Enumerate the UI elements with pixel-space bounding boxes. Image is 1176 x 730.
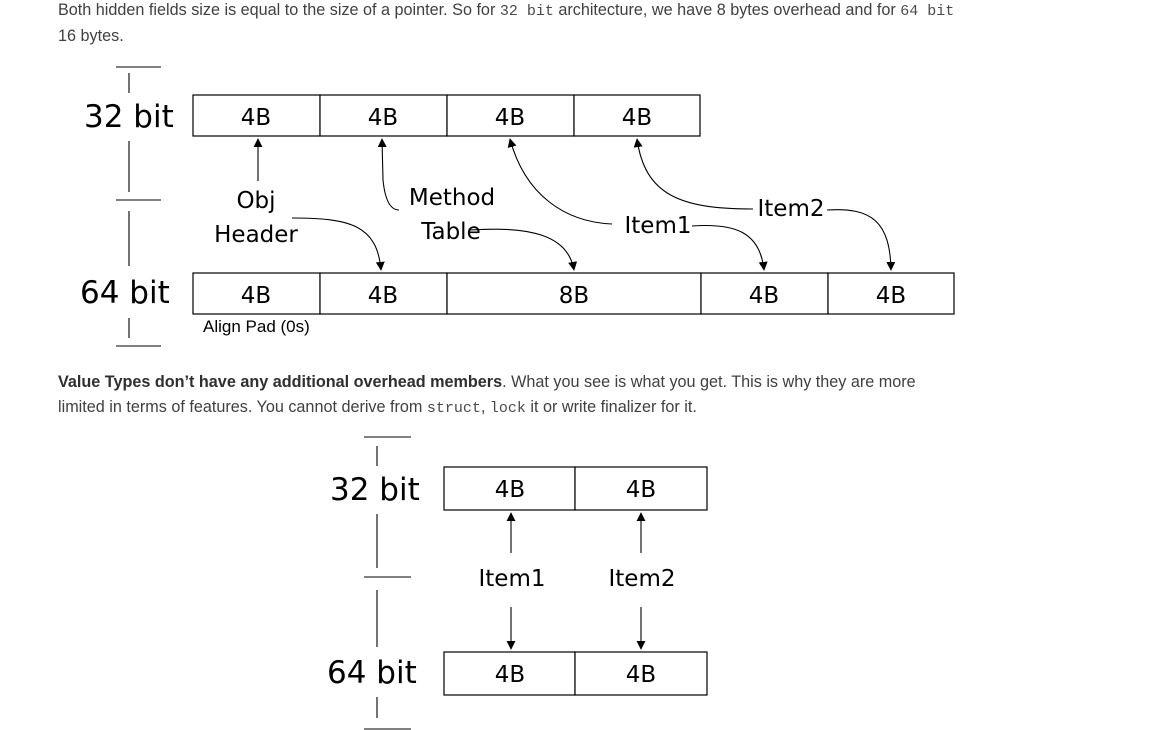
arrow-item2-64	[827, 210, 891, 270]
code-struct: struct	[426, 400, 481, 417]
para1-text-2: architecture, we have 8 bytes overhead and for	[553, 1, 901, 19]
item1-label: Item1	[624, 213, 692, 239]
code-64-bit: 64 bit	[900, 3, 955, 20]
item2-label: Item2	[757, 196, 825, 222]
cell-32-4-label: 4B	[621, 105, 653, 131]
row-64-bit-value	[444, 652, 707, 695]
para1-text-3: 16 bytes.	[58, 27, 124, 45]
obj-header-label-line1: Obj	[236, 188, 276, 214]
row-32-bit-value	[444, 467, 707, 510]
cell-32-3-label: 4B	[494, 105, 526, 131]
value-cell-64-1-label: 4B	[494, 662, 526, 688]
para2-text-3: it or write finalizer for it.	[525, 398, 697, 416]
para2-text-1: . What you see is what you get. This is why they are more limited in terms of features. You cannot derive from	[58, 373, 916, 416]
arrow-method-table-32	[382, 139, 399, 210]
label-64-bit: 64 bit	[80, 275, 170, 311]
para1-text-1: Both hidden fields size is equal to the size of a pointer. So for	[58, 1, 500, 19]
cell-64-2-label: 4B	[367, 283, 399, 309]
value-type-layout-diagram	[327, 437, 707, 729]
cell-32-2-label: 4B	[367, 105, 399, 131]
value-item1-label: Item1	[478, 566, 546, 592]
reference-type-layout-diagram	[80, 67, 954, 346]
method-table-label-line2: Table	[421, 219, 481, 245]
arrow-obj-header-64	[292, 218, 381, 270]
cell-64-5-label: 4B	[875, 283, 907, 309]
align-pad-label: Align Pad (0s)	[203, 317, 310, 336]
value-item2-label: Item2	[608, 566, 676, 592]
arrows-to-32-bit-row	[258, 139, 753, 224]
cell-64-3-label: 8B	[558, 283, 590, 309]
label-32-bit: 32 bit	[84, 99, 174, 135]
obj-header-label-line2: Header	[214, 222, 298, 248]
code-lock: lock	[489, 400, 526, 417]
method-table-label-line1: Method	[408, 185, 496, 211]
arrow-item1-64	[692, 225, 764, 270]
code-32-bit: 32 bit	[499, 3, 554, 20]
para2-text-2: ,	[480, 398, 490, 416]
label-64-bit-value: 64 bit	[327, 655, 417, 691]
cell-32-1-label: 4B	[240, 105, 272, 131]
arrow-item1-32	[510, 139, 612, 224]
arrow-item2-32	[637, 139, 753, 209]
value-cell-32-2-label: 4B	[625, 477, 657, 503]
arrow-method-table-64	[470, 229, 574, 270]
paragraph-value-types	[58, 370, 958, 421]
cell-64-1-label: 4B	[240, 283, 272, 309]
value-types-bold: Value Types don’t have any additional overhead members	[58, 373, 503, 391]
label-32-bit-value: 32 bit	[330, 472, 420, 508]
value-cell-32-1-label: 4B	[494, 477, 526, 503]
row-32-bit	[193, 95, 700, 136]
cell-64-4-label: 4B	[748, 283, 780, 309]
value-cell-64-2-label: 4B	[625, 662, 657, 688]
row-64-bit	[193, 273, 954, 314]
